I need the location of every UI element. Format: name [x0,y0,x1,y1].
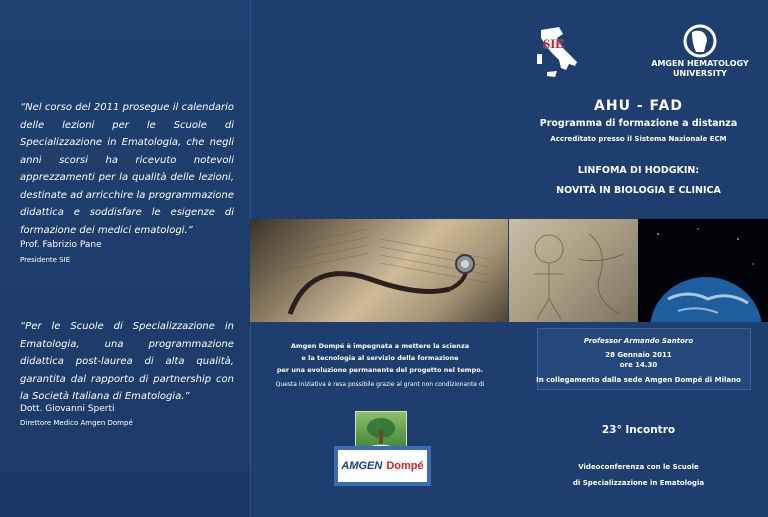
video-line-1: Videoconferenza con le Scuole [578,463,699,471]
ahu-logo-line-2: UNIVERSITY [673,69,727,78]
event-location: In collegamento dalla sede Amgen Dompé di Milano [536,376,741,384]
signer2-name: Dott. Giovanni Sperti [20,404,115,414]
anatomy-sketch-photo [509,219,638,322]
signer2-role: Direttore Medico Amgen Dompé [20,419,133,427]
dompe-wordmark: Dompé [386,460,424,472]
left-panel [0,0,250,517]
statement-line-1: Amgen Dompé è impegnata a mettere la scienza [290,342,470,350]
signer1-role: Presidente SIE [20,256,71,264]
sketch-figure-icon [509,219,638,322]
program-subtitle: Programma di formazione a distanza [539,118,738,129]
event-date: 28 Gennaio 2011 [605,351,672,359]
sie-logo [533,24,583,80]
italy-map-icon [533,24,583,80]
photo-band [250,219,768,322]
topic-line-1: LINFOMA DI HODGKIN: [577,165,700,176]
topic-line-2: NOVITÀ IN BIOLOGIA E CLINICA [556,185,721,196]
accreditation-text: Accreditato presso il Sistema Nazionale ECM [550,135,727,143]
speaker-name: Professor Armando Santoro [583,337,694,345]
stethoscope-book-photo [250,219,508,322]
program-title: AHU - FAD [594,98,683,114]
ahu-logo-line-1: AMGEN HEMATOLOGY [651,59,749,68]
stethoscope-icon [250,219,508,322]
sponsor-logo [334,446,431,486]
event-time: ore 14.30 [619,361,658,369]
meeting-number: 23° Incontro [601,424,676,436]
amgen-wordmark: AMGEN [341,460,383,472]
grant-note: Questa iniziativa è resa possibile grazie al grant non condizionante di [275,381,485,388]
statement-line-2: e la tecnologia al servizio della formazione [301,354,459,362]
signer1-name: Prof. Fabrizio Pane [20,240,102,250]
ahu-logo [635,24,765,82]
sie-logo-text: SIE [543,36,564,51]
quote-amgen: “Per le Scuole di Specializzazione in Ematologia, una programmazione didattica post-laurea di alta qualità, garantita dal rapporto di partnership con la Società Italiana di Ematologia.” [20,321,234,402]
quote-sie: “Nel corso del 2011 prosegue il calendario delle lezioni per le Scuole di Specializzazione in Ematologia, che negli anni scorsi ha ricevuto notevoli apprezzamenti per la qualità delle lezioni, destinate ad arricchire la programmazione didattica e soddisfare le esigenze di formazione dei medici ematologi.” [20,102,234,236]
earth-space-photo [638,219,768,322]
profile-head-icon [680,24,720,58]
statement-line-3: per una evoluzione permanente del progetto nel tempo. [276,366,484,374]
video-line-2: di Specializzazione in Ematologia [572,479,705,487]
earth-icon [638,219,768,322]
